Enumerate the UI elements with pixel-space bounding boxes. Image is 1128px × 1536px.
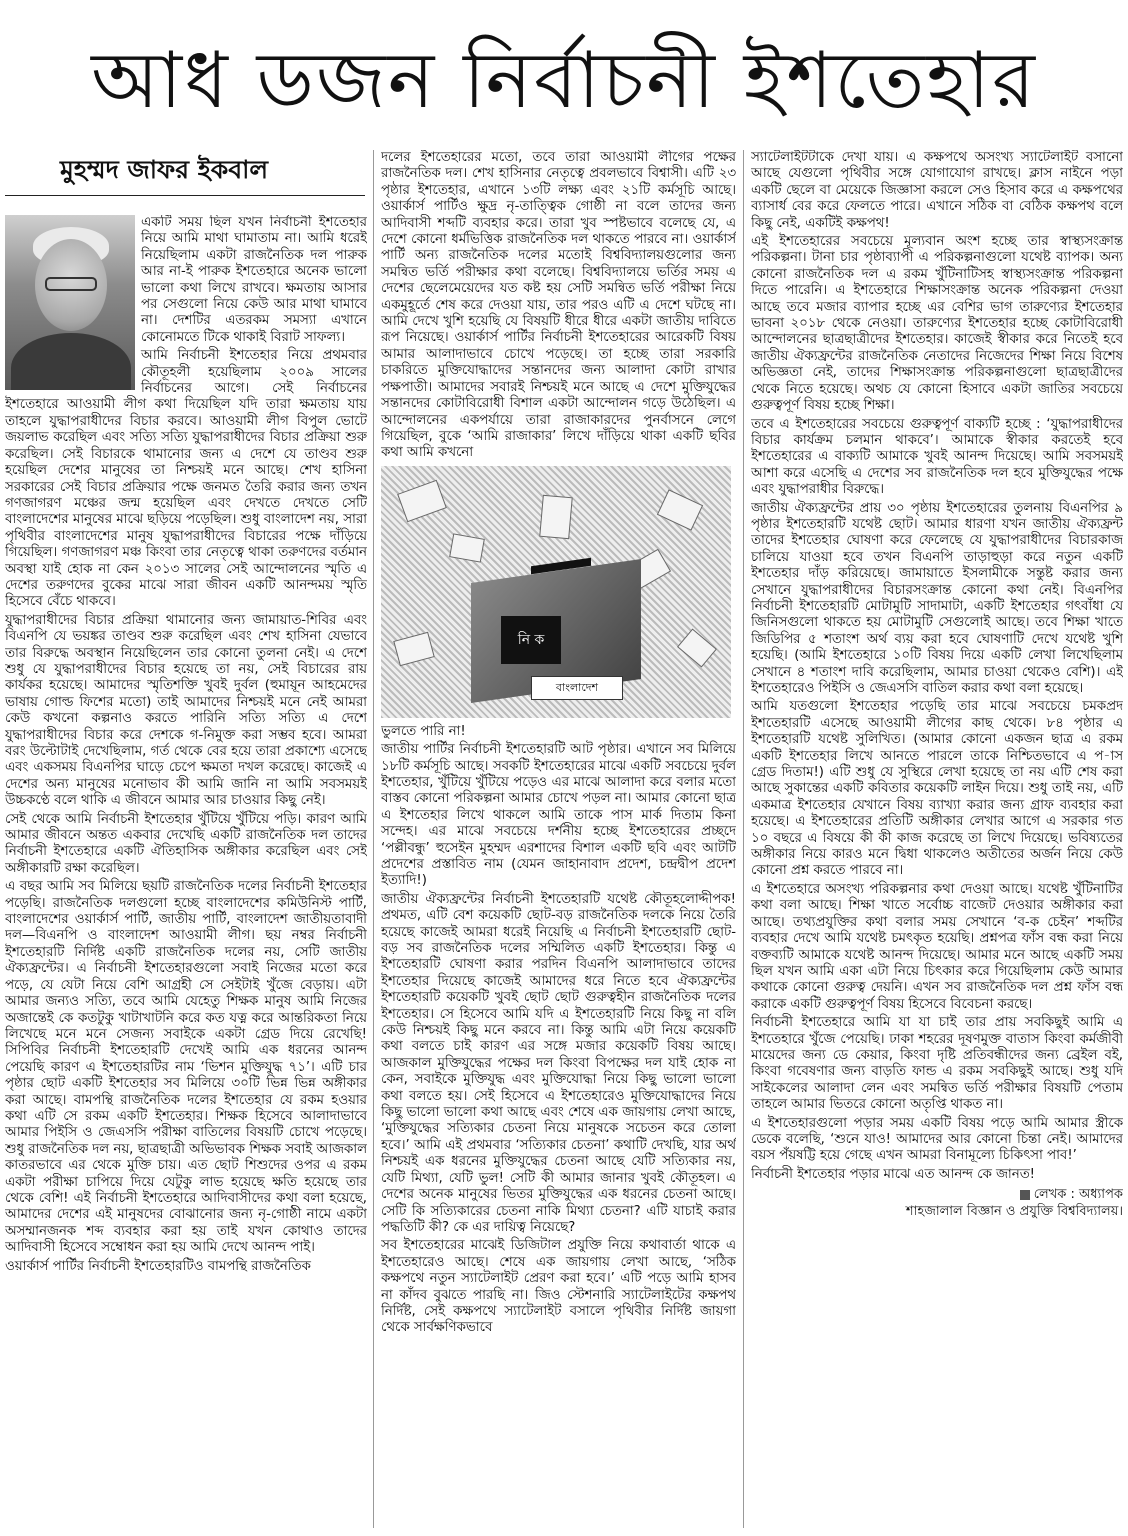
- paragraph: ভুলতে পারি না!: [381, 723, 466, 739]
- paragraph: তবে এ ইশতেহারের সবচেয়ে গুরুত্বপূর্ণ বাক্যটি হচ্ছে : ‘যুদ্ধাপরাধীদের বিচার কার্যক্রম চলমান থাকবে’। আমাকে স্বীকার করতেই হবে ইশতেহারের এ বাক্যটি আমাকে খুবই আনন্দ দিয়েছে। আমি সবসময়ই আশা করে এসেছি এ দেশের সব রাজনৈতিক দল হবে মুক্তিযুদ্ধের পক্ষে এবং যুদ্ধাপরাধীর বিরুদ্ধে।: [751, 416, 1123, 498]
- author-byline: মুহম্মদ জাফর ইকবাল: [60, 155, 269, 184]
- column-divider: [373, 150, 374, 1528]
- paragraph: আমি নির্বাচনী ইশতেহার নিয়ে প্রথমবার কৌতূহলী হয়েছিলাম ২০০৯ সালের নির্বাচনের আগে। সেই নির্বাচনের ইশতেহারে আওয়ামী লীগ কথা দিয়েছিল যদি তারা ক্ষমতায় যায় তাহলে যুদ্ধাপরাধীদের বিচার করবে। আওয়ামী লীগ বিপুল ভোটে জয়লাভ করেছিল এবং সত্যি সত্যি যুদ্ধাপরাধীদের বিচার প্রক্রিয়া শুরু করেছিল। সেই বিচারকে থামানোর জন্য এ দেশে যে তাণ্ডব শুরু হয়েছিল দেশের মানুষের তা নিশ্চয়ই মনে আছে। শেখ হাসিনা সরকারের সেই বিচার প্রক্রিয়ার পক্ষে জনমত তৈরি করার জন্য তখন গণজাগরণ মঞ্চের জন্ম হয়েছিল এবং দেখতে দেখতে সেটি বাংলাদেশের মানুষের মাঝে ছড়িয়ে পড়েছিল। শুধু বাংলাদেশ নয়, সারা পৃথিবীর বাংলাদেশের মানুষ যুদ্ধাপরাধীদের বিচারের পক্ষে দাঁড়িয়ে গিয়েছিল। গণজাগরণ মঞ্চ কিংবা তার নেতৃত্বে থাকা তরুণদের বর্তমান অবস্থা যাই হোক না কেন ২০১৩ সালের সেই আন্দোলনের স্মৃতি এ দেশের তরুণদের বুকের মাঝে সারা জীবন একটি আনন্দময় স্মৃতি হিসেবে বেঁচে থাকবে।: [5, 348, 367, 610]
- paragraph: জাতীয় ঐক্যফ্রন্টের প্রায় ৩০ পৃষ্ঠায় ইশতেহারের তুলনায় বিএনপির ৯ পৃষ্ঠার ইশতেহারটি যথেষ্ট ছোট। আমার ধারণা যখন জাতীয় ঐক্যফ্রন্ট তাদের ইশতেহার ঘোষণা করে ফেলেছে যে যুদ্ধাপরাধীদের বিচারকাজ চালিয়ে যাওয়া হবে তখন বিএনপি তাড়াহুড়া করে নতুন একটি ইশতেহার দাঁড় করিয়েছে। জামায়াতে ইসলামীকে সন্তুষ্ট করার জন্য সেখানে যুদ্ধাপরাধীদের বিচারসংক্রান্ত কোনো কথা নেই। বিএনপির নির্বাচনী ইশতেহারটি মোটামুটি সাদামাটা, একটি ইশতেহার গৎবাঁধা যে জিনিসগুলো থাকতে হয় মোটামুটি সেগুলোই আছে। তবে শিক্ষা খাতে জিডিপির ৫ শতাংশ অর্থ ব্যয় করা হবে ঘোষণাটি দেখে যথেষ্ট খুশি হয়েছি। (আমি ইশতেহারে ১০টি বিষয় দিয়ে একটি লেখা লিখেছিলাম সেখানে ৪ শতাংশ দাবি করেছিলাম, আমার চাওয়া থেকেও বেশি)। এই ইশতেহারেও পিইসি ও জেএসসি বাতিল করার কথা বলা হয়েছে।: [751, 500, 1123, 696]
- headline: আধ ডজন নির্বাচনী ইশতেহার: [91, 36, 1037, 126]
- paragraph: জাতীয় ঐক্যফ্রন্টের নির্বাচনী ইশতেহারটি যথেষ্ট কৌতূহলোদ্দীপক! প্রথমত, এটি বেশ কয়েকটি ছোট-বড় রাজনৈতিক দলকে নিয়ে তৈরি হয়েছে কাজেই আমরা ধরেই নিয়েছি এ নির্বাচনী ইশতেহারটি ছোট-বড় সব রাজনৈতিক দলের সম্মিলিত একটি ইশতেহার। কিন্তু এ ইশতেহারটি ঘোষণা করার পরদিন বিএনপি আলাদাভাবে তাদের ইশতেহার দিয়েছে কাজেই আমাদের ধরে নিতে হবে ঐক্যফ্রন্টের ইশতেহারটি কয়েকটি খুবই ছোট ছোট গুরুত্বহীন রাজনৈতিক দলের ইশতেহার। সে হিসেবে আমি যদি এ ইশতেহারটি নিয়ে কিছু না বলি কেউ নিশ্চয়ই কিছু মনে করবে না। কিন্তু আমি এটা নিয়ে কয়েকটি কথা বলতে চাই কারণ এর সঙ্গে মজার কয়েকটি বিষয় আছে। আজকাল মুক্তিযুদ্ধের পক্ষের দল কিংবা বিপক্ষের দল যাই হোক না কেন, সবাইকে মুক্তিযুদ্ধ এবং মুক্তিযোদ্ধা নিয়ে কিছু ভালো ভালো কথা বলতে হয়। সেই হিসেবে এ ইশতেহারেও মুক্তিযোদ্ধাদের নিয়ে কিছু ভালো ভালো কথা আছে এবং শেষে এক জায়গায় লেখা আছে, ‘মুক্তিযুদ্ধের সত্যিকার চেতনা নিয়ে মানুষকে সচেতন করে তোলা হবে।’ আমি এই প্রথমবার ‘সত্যিকার চেতনা’ কথাটি দেখছি, যার অর্থ নিশ্চয়ই এক ধরনের মুক্তিযুদ্ধের চেতনা আছে যেটি সত্যিকার নয়, যেটি মিথ্যা, যেটি ভুল! সেটি কী আমার জানার খুবই কৌতূহল। এ দেশের অনেক মানুষের ভিতর মুক্তিযুদ্ধের এক ধরনের চেতনা আছে। সেটি কি সত্যিকারের চেতনা নাকি মিথ্যা চেতনা? এটি যাচাই করার পদ্ধতিটি কী? কে এর দায়িত্ব নিয়েছে?: [381, 891, 736, 1235]
- paragraph: নির্বাচনী ইশতেহারে আমি যা যা চাই তার প্রায় সবকিছুই আমি এ ইশতেহারে খুঁজে পেয়েছি। ঢাকা শহরের দূষণমুক্ত বাতাস কিংবা কর্মজীবী মায়েদের জন্য ডে কেয়ার, কিংবা দৃষ্টি প্রতিবন্ধীদের জন্য ব্রেইল বই, কিংবা গবেষণার জন্য বাড়তি ফান্ড এ রকম সবকিছুই আছে। শুধু যদি সাইকেলের আলাদা লেন এবং সমন্বিত ভর্তি পরীক্ষার বিষয়টি পেতাম তাহলে আমার ভিতরে কোনো অতৃপ্তি থাকত না।: [751, 1015, 1123, 1113]
- ballot-seal: নি ক: [501, 616, 561, 664]
- ballot-label: বাংলাদেশ: [531, 676, 623, 700]
- signature-line: লেখক : অধ্যাপক: [1033, 1187, 1123, 1203]
- paragraph: এ বছর আমি সব মিলিয়ে ছয়টি রাজনৈতিক দলের নির্বাচনী ইশতেহার পড়েছি। রাজনৈতিক দলগুলো হচ্ছে বাংলাদেশের কমিউনিস্ট পার্টি, বাংলাদেশের ওয়ার্কার্স পার্টি, জাতীয় পার্টি, বাংলাদেশ জাতীয়তাবাদী দল—বিএনপি ও বাংলাদেশ আওয়ামী লীগ। ছয় নম্বর নির্বাচনী ইশতেহারটি নির্দিষ্ট একটি রাজনৈতিক দলের নয়, সেটি জাতীয় ঐক্যফ্রন্টের। এ নির্বাচনী ইশতেহারগুলো সবাই নিজের মতো করে পড়ে, যে যেটা নিয়ে বেশি আগ্রহী সে সেইটাই খুঁজে বেড়ায়। এটা আমার জন্যও সত্যি, তবে আমি যেহেতু শিক্ষক মানুষ আমি নিজের অজান্তেই কে কতটুকু খাটাখাটনি করে কত যত্ন করে আন্তরিকতা নিয়ে লিখেছে মনে মনে সেজন্য সবাইকে একটা গ্রেড দিয়ে রেখেছি! সিপিবির নির্বাচনী ইশতেহারটি দেখেই আমি এক ধরনের আনন্দ পেয়েছি কারণ এ ইশতেহারটির নাম ‘ভিশন মুক্তিযুদ্ধ ৭১’। এটি চার পৃষ্ঠার ছোট একটি ইশতেহার সব মিলিয়ে ৩০টি ভিন্ন ভিন্ন অঙ্গীকার করা আছে। বামপন্থি রাজনৈতিক দলের ইশতেহার যে রকম হওয়ার কথা এটি সে রকম একটি ইশতেহার। শিক্ষক হিসেবে আলাদাভাবে আমার পিইসি ও জেএসসি পরীক্ষা বাতিলের বিষয়টি চোখে পড়েছে। শুধু রাজনৈতিক দল নয়, ছাত্রছাত্রী অভিভাবক শিক্ষক সবাই আজকাল কাতরভাবে এর থেকে মুক্তি চায়। এত ছোট শিশুদের ওপর এ রকম একটা পরীক্ষা চাপিয়ে দিয়ে যেটুকু লাভ হয়েছে ক্ষতি হয়েছে তার থেকে বেশি! এই নির্বাচনী ইশতেহারে আদিবাসীদের কথা বলা হয়েছে, আমাদের দেশের এই মানুষদের বোঝানোর জন্য নৃ-গোষ্ঠী নামে একটা অসম্মানজনক শব্দ ব্যবহার করা হয় তাই যখন কোথাও তাদের আদিবাসী হিসেবে সম্বোধন করা হয় আমি দেখে আনন্দ পাই।: [5, 879, 367, 1256]
- paragraph: সেই থেকে আমি নির্বাচনী ইশতেহার খুঁটিয়ে খুঁটিয়ে পড়ি। কারণ আমি আমার জীবনে অন্তত একবার দেখেছি একটি রাজনৈতিক দল তাদের নির্বাচনী ইশতেহারে একটি ঐতিহাসিক অঙ্গীকার করেছিল এবং সেই অঙ্গীকারটি রক্ষা করেছিল।: [5, 811, 367, 876]
- author-photo: [5, 215, 135, 390]
- ballot-box-illustration: [381, 466, 731, 718]
- byline-divider: [5, 195, 365, 196]
- paragraph: যুদ্ধাপরাধীদের বিচার প্রক্রিয়া থামানোর জন্য জামায়াত-শিবির এবং বিএনপি যে ভয়ঙ্কর তাণ্ডব শুরু করেছিল এবং শেখ হাসিনা যেভাবে তার বিরুদ্ধে অবস্থান নিয়েছিলেন তার কোনো তুলনা নেই। এ দেশে শুধু যে যুদ্ধাপরাধীদের বিচার হয়েছে তা নয়, সেই বিচারের রায় কার্যকর হয়েছে। আমাদের স্মৃতিশক্তি খুবই দুর্বল (হুমায়ূন আহমেদের ভাষায় গোল্ড ফিশের মতো) তাই আমাদের নিশ্চয়ই মনে নেই আমরা কেউ কখনো কল্পনাও করতে পারিনি সত্যি সত্যি এ দেশে যুদ্ধাপরাধীদের বিচার করে দেশকে গ-নিমুক্ত করা সম্ভব হবে। আমরা বরং উল্টোটাই দেখেছিলাম, গর্ত থেকে বের হয়ে তারা প্রকাশ্যে এসেছে এবং একসময় বিএনপির ঘাড়ে চেপে ক্ষমতা দখল করেছে। কাজেই এ দেশের অন্য মানুষের মনোভাব কী আমি জানি না আমি সবসময়ই উচ্চকণ্ঠে বলে থাকি এ জীবনে আমার আর চাওয়ার কিছু নেই।: [5, 612, 367, 809]
- paragraph: জাতীয় পার্টির নির্বাচনী ইশতেহারটি আট পৃষ্ঠার। এখানে সব মিলিয়ে ১৮টি কর্মসূচি আছে। সবকটি ইশতেহারের মাঝে একটি সবচেয়ে দুর্বল ইশতেহার, খুঁটিয়ে খুঁটিয়ে পড়েও এর মাঝে আলাদা করে বলার মতো বাস্তব কোনো পরিকল্পনা আমার চোখে পড়ল না। আমার কোনো ছাত্র এ ইশতেহার লিখে থাকলে আমি তাকে পাস মার্ক দিতাম কিনা সন্দেহ। এর মাঝে সবচেয়ে দর্শনীয় হচ্ছে ইশতেহারের প্রচ্ছদে ‘পল্লীবন্ধু’ হুসেইন মুহম্মদ এরশাদের বিশাল একটি ছবি এবং আটটি প্রদেশের প্রস্তাবিত নাম (যেমন জাহানাবাদ প্রদেশ, চন্দ্রদ্বীপ প্রদেশ ইত্যাদি!): [381, 742, 736, 889]
- paragraph: আমি যতগুলো ইশতেহার পড়েছি তার মাঝে সবচেয়ে চমকপ্রদ ইশতেহারটি এসেছে আওয়ামী লীগের কাছ থেকে। ৮৪ পৃষ্ঠার এ ইশতেহারটি যথেষ্ট সুলিখিত। (আমার কোনো একজন ছাত্র এ রকম একটি ইশতেহার লিখে আনতে পারলে তাকে নিশ্চিতভাবে এ প-াস গ্রেড দিতাম!) এটি শুধু যে সুস্থিরে লেখা হয়েছে তা নয় এটি শেষ করা আছে সুকান্তের একটি কবিতার কয়েকটি লাইন দিয়ে। শুধু তাই নয়, এটি একমাত্র ইশতেহার যেখানে বিষয় ব্যাখ্যা করার জন্য গ্রাফ ব্যবহার করা হয়েছে। এ ইশতেহারের প্রতিটি অঙ্গীকার লেখার আগে এ সরকার গত ১০ বছরে এ বিষয়ে কী কী কাজ করেছে তা লিখে দিয়েছে। ভবিষ্যতের অঙ্গীকার নিয়ে কারও মনে দ্বিধা থাকলেও অতীতের অর্জন নিয়ে কেউ কোনো প্রশ্ন করতে পারবে না।: [751, 699, 1123, 879]
- paragraph: এ ইশতেহারগুলো পড়ার সময় একটি বিষয় পড়ে আমি আমার স্ত্রীকে ডেকে বলেছি, ‘শুনে যাও! আমাদের আর কোনো চিন্তা নেই। আমাদের বয়স পঁয়ষট্টি হয়ে গেছে এখন আমরা বিনামূল্যে চিকিৎসা পাব!’: [751, 1115, 1123, 1164]
- paragraph: এই ইশতেহারের সবচেয়ে মূল্যবান অংশ হচ্ছে তার স্বাস্থ্যসংক্রান্ত পরিকল্পনা। টানা চার পৃষ্ঠাব্যাপী এ পরিকল্পনাগুলো যথেষ্ট ব্যাপক। অন্য কোনো রাজনৈতিক দল এ রকম খুঁটিনাটিসহ স্বাস্থ্যসংক্রান্ত পরিকল্পনা দিতে পারেনি। এ ইশতেহারে শিক্ষাসংক্রান্ত অনেক পরিকল্পনা দেওয়া আছে তবে মজার ব্যাপার হচ্ছে এর বেশির ভাগ তারুণ্যের ইশতেহার ভাবনা ২০১৮ থেকে নেওয়া। তারুণ্যের ইশতেহার হচ্ছে কোটাবিরোধী আন্দোলনের ছাত্রছাত্রীদের ইশতেহার। কাজেই স্বীকার করে নিতেই হবে জাতীয় ঐক্যফ্রন্টের রাজনৈতিক নেতাদের নিজেদের শিক্ষা নিয়ে বিশেষ অভিজ্ঞতা নেই, তাদের শিক্ষাসংক্রান্ত পরিকল্পনাগুলো ছাত্রছাত্রীদের থেকে নিতে হয়েছে। অথচ যে কোনো হিসাবে একটা জাতির সবচেয়ে গুরুত্বপূর্ণ বিষয় হচ্ছে শিক্ষা।: [751, 234, 1123, 414]
- column-divider: [743, 150, 744, 1528]
- column-2: [381, 150, 736, 1528]
- column-3: [751, 150, 1123, 1528]
- paragraph: একটি সময় ছিল যখন নির্বাচনী ইশতেহার নিয়ে আমি মাথা ঘামাতাম না। আমি ধরেই নিয়েছিলাম একটা রাজনৈতিক দল পারুক আর না-ই পারুক ইশতেহারে অনেক ভালো ভালো কথা লিখে রাখবে। ক্ষমতায় আসার পর সেগুলো নিয়ে কেউ আর মাথা ঘামাবে না। দেশটির এতরকম সমস্যা এখানে কোনোমতে টিকে থাকাই বিরাট সাফল্য।: [141, 215, 367, 345]
- paragraph: নির্বাচনী ইশতেহার পড়ার মাঝে এত আনন্দ কে জানত!: [751, 1166, 1035, 1182]
- paragraph: স্যাটেলাইটটাকে দেখা যায়। এ কক্ষপথে অসংখ্য স্যাটেলাইট বসানো আছে যেগুলো পৃথিবীর সঙ্গে যোগাযোগ রাখছে। ক্লাস নাইনে পড়া একটি ছেলে বা মেয়েকে জিজ্ঞাসা করলে সেও হিসাব করে এ কক্ষপথের ব্যাসার্ধ বের করে ফেলতে পারে। এখানে সঠিক বা বেঠিক কক্ষপথ বলে কিছু নেই, একটিই কক্ষপথ!: [751, 150, 1123, 231]
- paragraph: ওয়ার্কার্স পার্টির নির্বাচনী ইশতেহারটিও বামপন্থি রাজনৈতিক: [5, 1258, 311, 1274]
- paragraph: সব ইশতেহারের মাঝেই ডিজিটাল প্রযুক্তি নিয়ে কথাবার্তা থাকে এ ইশতেহারেও আছে। শেষে এক জায়গায় লেখা আছে, ‘সঠিক কক্ষপথে নতুন স্যাটেলাইট প্রেরণ করা হবে।’ এটি পড়ে আমি হাসব না কাঁদব বুঝতে পারছি না। জিও স্টেশনারি স্যাটেলাইটের কক্ষপথ নির্দিষ্ট, সেই কক্ষপথে স্যাটেলাইট বসালে পৃথিবীর নির্দিষ্ট জায়গা থেকে সার্বক্ষণিকভাবে: [381, 1238, 736, 1336]
- column-1: [5, 215, 367, 1527]
- paragraph: এ ইশতেহারে অসংখ্য পরিকল্পনার কথা দেওয়া আছে। যথেষ্ট খুঁটিনাটির কথা বলা আছে। শিক্ষা খাতে সর্বোচ্চ বাজেট দেওয়ার অঙ্গীকার করা আছে। তথ্যপ্রযুক্তির কথা বলার সময় সেখানে ‘ব-ক চেইন’ শব্দটির ব্যবহার দেখে আমি যথেষ্ট চমৎকৃত হয়েছি। প্রশ্নপত্র ফাঁস বন্ধ করা নিয়ে বক্তব্যটি আমাকে যথেষ্ট আনন্দ দিয়েছে। আমার মনে আছে একটি সময় ছিল যখন আমি একা এটা নিয়ে চিৎকার করে গিয়েছিলাম কেউ আমার কথাকে কোনো গুরুত্ব দেয়নি। এখন সব রাজনৈতিক দল প্রশ্ন ফাঁস বন্ধ করাকে একটি গুরুত্বপূর্ণ বিষয় হিসেবে বিবেচনা করছে।: [751, 881, 1123, 1012]
- paragraph: দলের ইশতেহারের মতো, তবে তারা আওয়ামী লীগের পক্ষের রাজনৈতিক দল। শেখ হাসিনার নেতৃত্বে প্রবলভাবে বিশ্বাসী। এটি ২৩ পৃষ্ঠার ইশতেহার, এখানে ১৩টি লক্ষ্য এবং ২১টি কর্মসূচি আছে। ওয়ার্কার্স পার্টিও ক্ষুদ্র নৃ-তাত্ত্বিক গোষ্ঠী না বলে তাদের জন্য আদিবাসী শব্দটি ব্যবহার করে। তারা খুব স্পষ্টভাবে বলেছে যে, এ দেশে কোনো ধর্মভিত্তিক রাজনৈতিক দল থাকতে পারবে না। ওয়ার্কার্স পার্টি অন্য রাজনৈতিক দলের মতোই বিশ্ববিদ্যালয়গুলোর জন্য সমন্বিত ভর্তি পরীক্ষার কথা বলেছে। বিশ্ববিদ্যালয়ে ভর্তির সময় এ দেশের ছেলেমেয়েদের যত কষ্ট হয় সেটি সমন্বিত ভর্তি পরীক্ষা নিয়ে একমুহূর্তে শেষ করে দেওয়া যায়, তার পরও এটি এ দেশে ঘটছে না। আমি দেখে খুশি হয়েছি যে বিষয়টি ধীরে ধীরে একটা জাতীয় দাবিতে রূপ নিয়েছে। ওয়ার্কার্স পার্টির নির্বাচনী ইশতেহারের আরেকটি বিষয় আমার আলাদাভাবে চোখে পড়েছে। তা হচ্ছে তারা সরকারি চাকরিতে মুক্তিযোদ্ধাদের সন্তানদের জন্য আলাদা কোটা রাখার পক্ষপাতী। আমাদের সবারই নিশ্চয়ই মনে আছে এ দেশে মুক্তিযুদ্ধের সন্তানদের কোটাবিরোধী বিশাল একটা আন্দোলন গড়ে উঠেছিল। এ আন্দোলনের একপর্যায়ে তারা রাজাকারদের পুনর্বাসনে লেগে গিয়েছিল, বুকে ‘আমি রাজাকার’ লিখে দাঁড়িয়ে থাকা একটি ছবির কথা আমি কখনো: [381, 150, 736, 461]
- square-bullet-icon: [1020, 1190, 1030, 1200]
- signature-line: শাহজালাল বিজ্ঞান ও প্রযুক্তি বিশ্ববিদ্যালয়।: [905, 1203, 1123, 1219]
- signature: [751, 1187, 1123, 1220]
